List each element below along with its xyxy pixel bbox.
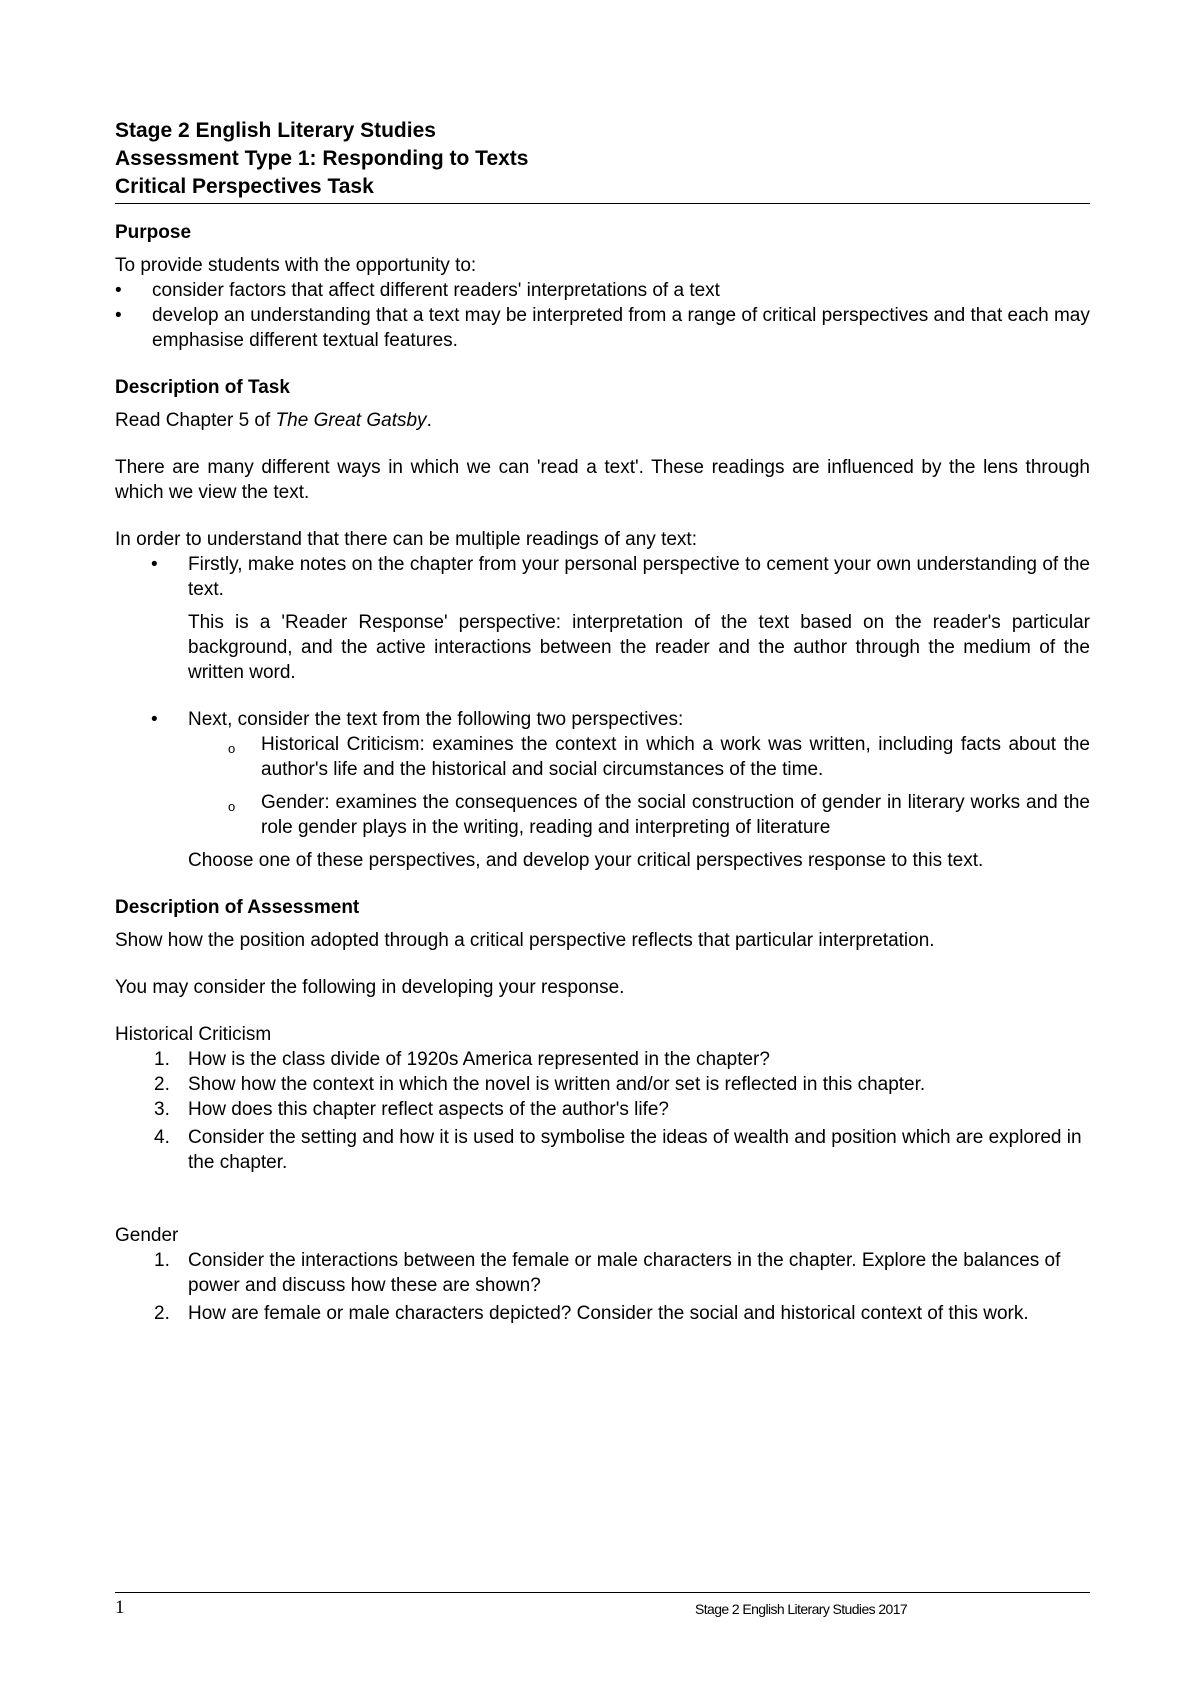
assessment-paragraph-2: You may consider the following in developing your response. <box>115 977 625 998</box>
purpose-heading: Purpose <box>115 222 192 243</box>
page-number: 1 <box>115 1597 125 1618</box>
list-item <box>115 707 1090 732</box>
footer-text: Stage 2 English Literary Studies 2017 <box>695 1601 908 1617</box>
document-body <box>115 220 1090 1326</box>
task-paragraph-1: There are many different ways in which we can 'read a text'. These readings are influenced by the lens through which we view the text. <box>115 457 1090 503</box>
header-title: Stage 2 English Literary Studies <box>115 119 436 142</box>
document-header <box>115 117 1090 204</box>
purpose-list <box>115 278 1090 353</box>
assessment-heading: Description of Assessment <box>115 897 360 918</box>
step-firstly: Firstly, make notes on the chapter from your personal perspective to cement your own understanding of the text. <box>188 554 1090 600</box>
document-page <box>115 0 1090 1699</box>
list-item <box>115 1125 1090 1175</box>
reader-response-note: This is a 'Reader Response' perspective: interpretation of the text based on the reader's particular background, and the active interactions between the reader and the author through the medium of the written word. <box>188 612 1090 683</box>
document-footer <box>115 1592 1090 1618</box>
perspectives-list <box>115 732 1090 840</box>
historical-questions-list <box>115 1047 1090 1175</box>
item-number: 4. <box>154 1127 170 1148</box>
list-item: • consider factors that affect different readers' interpretations of a text <box>115 278 1090 303</box>
read-prefix: Read Chapter 5 of <box>115 410 276 431</box>
historical-criticism-title: Historical Criticism <box>115 1024 272 1045</box>
purpose-intro: To provide students with the opportunity to: <box>115 255 477 276</box>
read-suffix: . <box>426 410 432 431</box>
choose-perspective: Choose one of these perspectives, and develop your critical perspectives response to this text. <box>188 850 984 871</box>
step-next: Next, consider the text from the following two perspectives: <box>188 709 684 730</box>
item-number: 1. <box>154 1049 170 1070</box>
header-task-name: Critical Perspectives Task <box>115 175 374 198</box>
list-item: o Historical Criticism: examines the context in which a work was written, including facts about the author's life and the historical and social circumstances of the time. <box>115 732 1090 782</box>
item-text: Show how the context in which the novel is written and/or set is reflected in this chapter. <box>188 1074 926 1095</box>
task-read-instruction <box>115 408 1090 433</box>
item-text: Consider the interactions between the female or male characters in the chapter. Explore the balances of power and discuss how these are shown? <box>188 1250 1061 1296</box>
header-assessment-type: Assessment Type 1: Responding to Texts <box>115 147 529 170</box>
list-item <box>115 1248 1090 1298</box>
list-item: o Gender: examines the consequences of the social construction of gender in literary works and the role gender plays in the writing, reading and interpreting of literature <box>115 790 1090 840</box>
task-heading: Description of Task <box>115 377 290 398</box>
gender-title: Gender <box>115 1225 179 1246</box>
list-item <box>115 1097 1090 1122</box>
list-item: • develop an understanding that a text may be interpreted from a range of critical perspectives and that each may emphasise different textual features. <box>115 303 1090 353</box>
list-item <box>115 1072 1090 1097</box>
list-item <box>115 552 1090 685</box>
item-number: 3. <box>154 1099 170 1120</box>
list-item <box>115 1301 1090 1326</box>
item-text: How is the class divide of 1920s America represented in the chapter? <box>188 1049 770 1070</box>
gender-questions-list <box>115 1248 1090 1326</box>
task-steps-list <box>115 552 1090 732</box>
item-number: 2. <box>154 1303 170 1324</box>
item-number: 2. <box>154 1074 170 1095</box>
list-item <box>115 1047 1090 1072</box>
item-text: How does this chapter reflect aspects of the author's life? <box>188 1099 669 1120</box>
item-text: How are female or male characters depicted? Consider the social and historical context of this work. <box>188 1303 1029 1324</box>
book-title: The Great Gatsby <box>275 410 427 431</box>
task-paragraph-2: In order to understand that there can be multiple readings of any text: <box>115 529 697 550</box>
item-text: Consider the setting and how it is used to symbolise the ideas of wealth and position which are explored in the chapter. <box>188 1127 1082 1173</box>
assessment-paragraph-1: Show how the position adopted through a critical perspective reflects that particular interpretation. <box>115 930 935 951</box>
item-number: 1. <box>154 1250 170 1271</box>
